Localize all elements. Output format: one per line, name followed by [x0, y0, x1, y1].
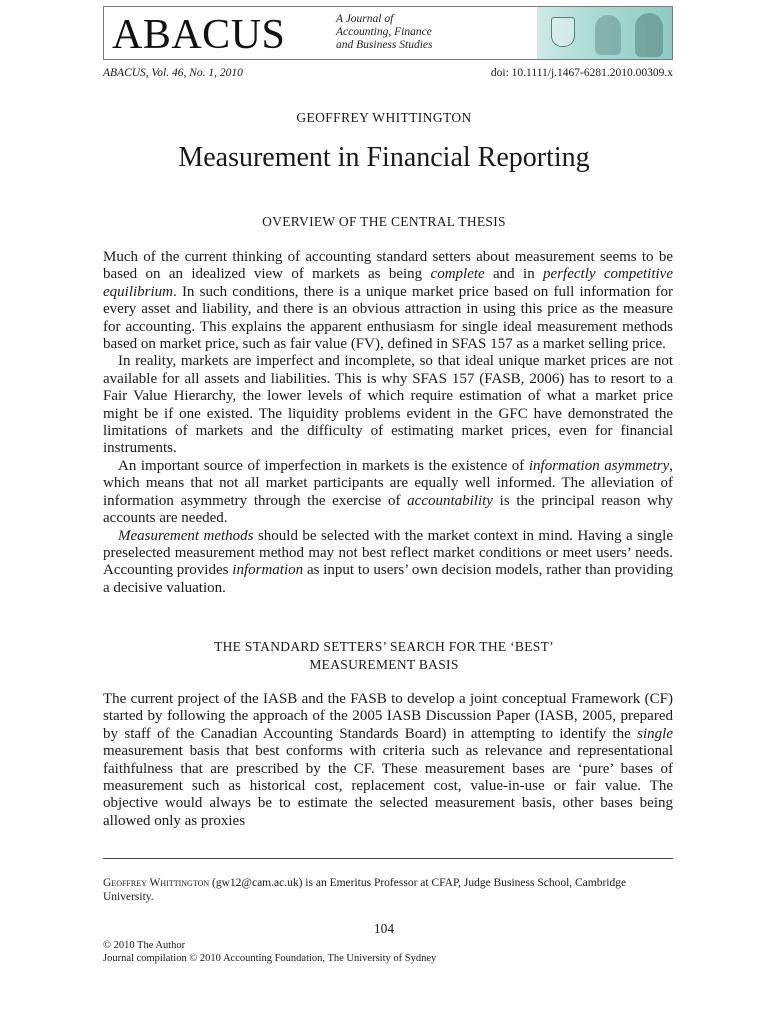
- doi: doi: 10.1111/j.1467-6281.2010.00309.x: [490, 67, 673, 79]
- paragraph: Much of the current thinking of accounting standard setters about measurement seems to be based on an idealized view of markets as being complete and in perfectly competitive equilibrium. In such conditions, there is a unique market price based on full information for every asset and liability, and there is an obvious attraction in using this price as the measure for accounting. This explains the apparent enthusiasm for single ideal measurement methods based on market price, such as fair value (FV), defined in SFAS 157 as a market selling price.: [103, 249, 673, 353]
- journal-masthead: [103, 6, 673, 60]
- tagline-line: Accounting, Finance: [336, 26, 432, 38]
- crest-icon: [551, 17, 575, 47]
- footnote-rule: [103, 858, 673, 859]
- journal-tagline: [336, 13, 432, 52]
- tagline-line: A Journal of: [336, 13, 394, 25]
- page-number: 104: [373, 921, 395, 936]
- portrait-icon: [595, 15, 621, 55]
- journal-logo: ABACUS: [112, 12, 286, 58]
- masthead-artwork: [537, 7, 672, 59]
- tagline-line: and Business Studies: [336, 39, 433, 51]
- heading-line: MEASUREMENT BASIS: [309, 657, 459, 672]
- article-title: Measurement in Financial Reporting: [178, 142, 590, 173]
- copyright-notice: [103, 940, 436, 965]
- heading-line: THE STANDARD SETTERS’ SEARCH FOR THE ‘BEST’: [214, 639, 554, 654]
- section-heading: OVERVIEW OF THE CENTRAL THESIS: [262, 214, 506, 229]
- section-body: [103, 249, 673, 597]
- portrait-icon: [635, 13, 663, 57]
- copyright-line: Journal compilation © 2010 Accounting Foundation, The University of Sydney: [103, 952, 437, 964]
- article-author: GEOFFREY WHITTINGTON: [296, 110, 472, 125]
- footnote-author: Geoffrey Whittington: [103, 877, 210, 889]
- paragraph: An important source of imperfection in markets is the existence of information asymmetry, which means that not all market participants are equally well informed. The alleviation of information asymmetry through the exercise of accountability is the principal reason why accounts are needed.: [103, 457, 673, 527]
- section-body: [103, 691, 673, 830]
- author-footnote: Geoffrey Whittington (gw12@cam.ac.uk) is an Emeritus Professor at CFAP, Judge Business School, Cambridge University.: [103, 877, 627, 903]
- paragraph: Measurement methods should be selected with the market context in mind. Having a single preselected measurement method may not best reflect market conditions or meet users’ needs. Accounting provides information as input to users’ own decision models, rather than providing a decisive valuation.: [103, 527, 673, 596]
- copyright-line: © 2010 The Author: [103, 940, 186, 951]
- journal-citation: ABACUS, Vol. 46, No. 1, 2010: [103, 67, 243, 79]
- section-heading: [0, 638, 768, 674]
- paragraph: The current project of the IASB and the FASB to develop a joint conceptual Framework (CF) started by following the approach of the 2005 IASB Discussion Paper (IASB, 2005, prepared by staff of the Canadian Accounting Standards Board) in attempting to identify the single measurement basis that best conforms with criteria such as relevance and representational faithfulness that are prescribed by the CF. These measurement bases are ‘pure’ bases of measurement such as historical cost, replacement cost, value-in-use or fair value. The objective would always be to estimate the selected measurement basis, other bases being allowed only as proxies: [103, 691, 673, 829]
- paragraph: In reality, markets are imperfect and incomplete, so that ideal unique market prices are not available for all assets and liabilities. This is why SFAS 157 (FASB, 2006) has to resort to a Fair Value Hierarchy, the lower levels of which require estimation of what a market price might be if one existed. The liquidity problems evident in the GFC have demonstrated the limitations of markets and the difficulty of estimating market prices, even for financial instruments.: [103, 353, 673, 457]
